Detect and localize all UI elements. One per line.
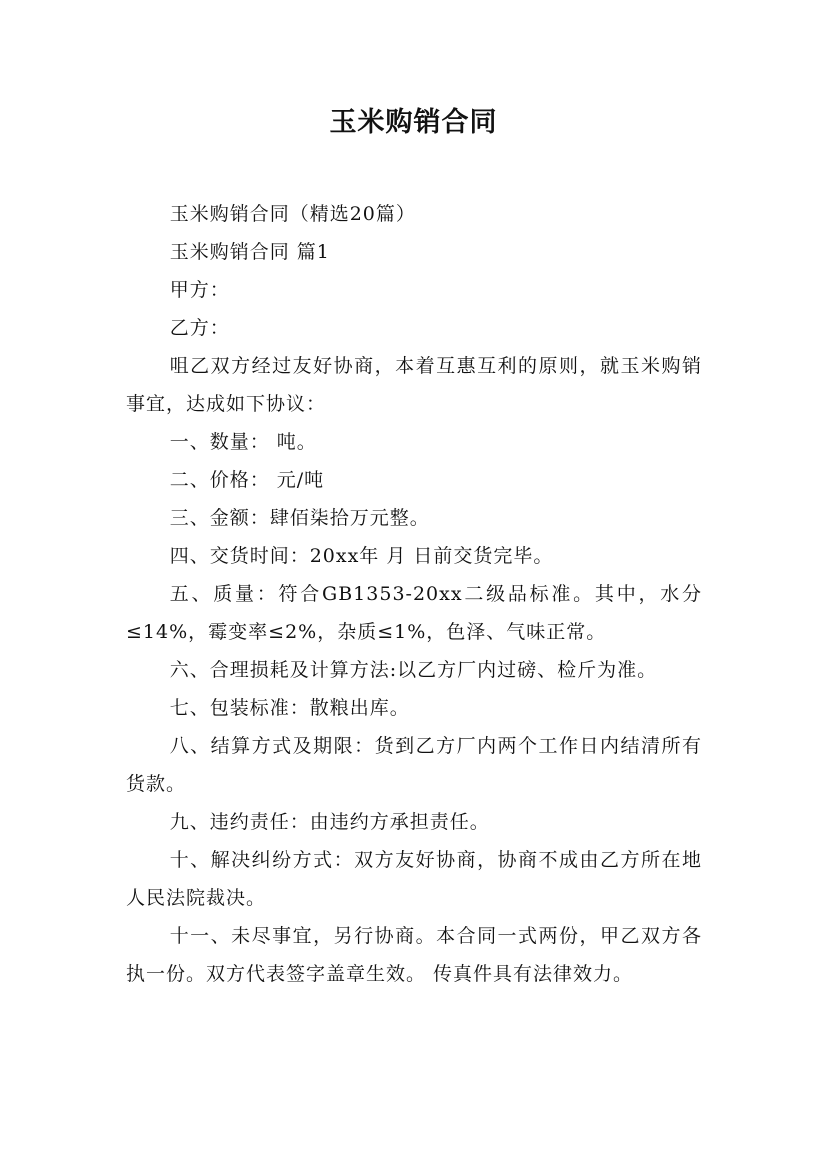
paragraph-party-b: 乙方： [169,317,230,339]
paragraph-section-heading: 玉米购销合同 篇1 [169,241,330,263]
clause-amount: 三、金额：肆佰柒拾万元整。 [169,507,430,529]
clause-liability: 九、违约责任：由违约方承担责任。 [169,811,490,833]
paragraph-subtitle: 玉米购销合同（精选20篇） [169,203,416,225]
clause-loss-calculation: 六、合理损耗及计算方法:以乙方厂内过磅、检斤为准。 [169,659,658,681]
clause-miscellaneous: 十一、未尽事宜，另行协商。本合同一式两份，甲乙双方各执一份。双方代表签字盖章生效。 传真件具有法律效力。 [126,925,702,985]
clause-settlement: 八、结算方式及期限：货到乙方厂内两个工作日内结清所有货款。 [126,735,702,795]
paragraph-party-a: 甲方： [169,279,230,301]
clause-dispute: 十、解决纠纷方式：双方友好协商，协商不成由乙方所在地人民法院裁决。 [126,849,702,909]
document-title: 玉米购销合同 [329,107,498,138]
clause-price: 二、价格： 元/吨 [169,469,325,491]
paragraph-preamble: 咀乙双方经过友好协商，本着互惠互利的原则，就玉米购销事宜，达成如下协议： [126,355,702,415]
clause-quality: 五、质量：符合GB1353-20xx二级品标准。其中，水分≤14%，霉变率≤2%，杂质≤1%，色泽、气味正常。 [126,583,702,643]
clause-packaging: 七、包装标准：散粮出库。 [169,697,410,719]
clause-delivery-time: 四、交货时间：20xx年 月 日前交货完毕。 [169,545,554,567]
clause-quantity: 一、数量： 吨。 [169,431,317,453]
document-body [126,195,702,993]
